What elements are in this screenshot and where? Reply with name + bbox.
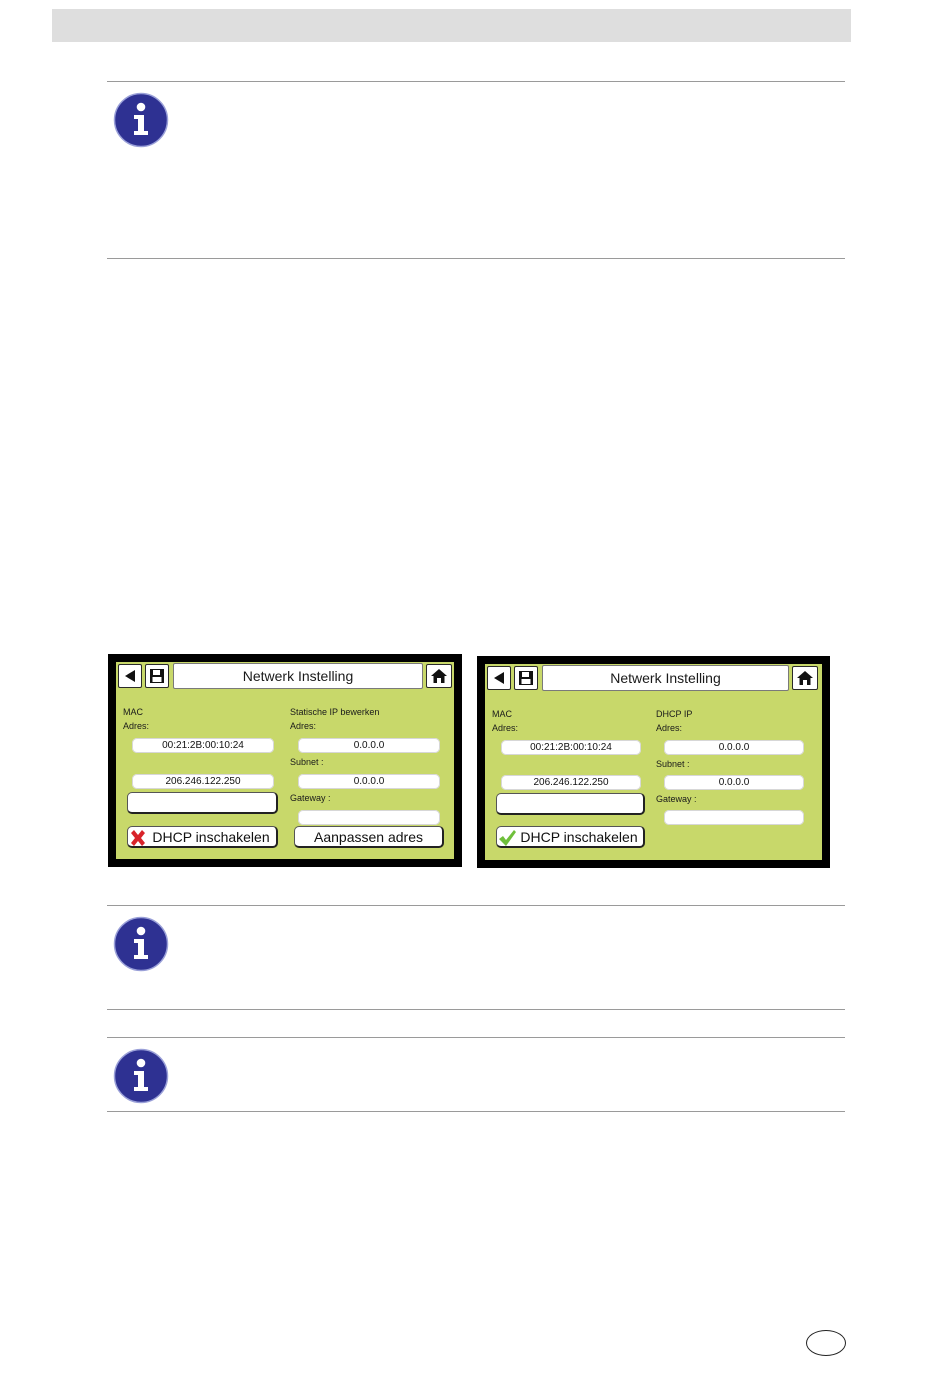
gateway-field[interactable] [298,810,440,825]
adres-label: Adres: [290,721,317,731]
adres-field: 0.0.0.0 [664,740,804,755]
screen-panel [485,664,822,860]
ip-address-value: 206.246.122.250 [501,775,641,790]
adjust-address-button[interactable]: Aanpassen adres [294,826,444,848]
save-button[interactable] [145,664,169,688]
subnet-field[interactable]: 0.0.0.0 [298,774,440,789]
dhcp-ip-label: DHCP IP [656,709,693,719]
info-icon [113,92,169,148]
home-button[interactable] [426,664,452,688]
mac-label: MAC [123,707,143,717]
screen-dhcp-ip [477,656,830,868]
screen-panel [116,662,454,859]
screen-title: Netwerk Instelling [542,665,789,691]
back-button[interactable] [487,666,511,690]
floppy-disk-icon [518,670,534,686]
subnet-field: 0.0.0.0 [664,775,804,790]
dhcp-enable-button[interactable] [496,826,645,848]
mac-address-value: 00:21:2B:00:10:24 [501,740,641,755]
back-arrow-icon [492,671,506,685]
back-button[interactable] [118,664,142,688]
back-arrow-icon [123,669,137,683]
screen-title: Netwerk Instelling [173,663,423,689]
dhcp-button-label: DHCP inschakelen [520,828,638,845]
info-icon [113,916,169,972]
ip-address-value: 206.246.122.250 [132,774,274,789]
static-ip-label: Statische IP bewerken [290,707,380,717]
screen-topbar [116,662,454,692]
gateway-label: Gateway : [290,793,331,803]
page-marker-oval [806,1330,846,1356]
mac-adres-label: Adres: [123,721,150,731]
adres-field[interactable]: 0.0.0.0 [298,738,440,753]
floppy-disk-icon [149,668,165,684]
info-note-2 [107,905,845,1010]
dhcp-button-label: DHCP inschakelen [152,828,270,845]
screen-static-ip [108,654,462,867]
home-icon [796,670,814,686]
info-note-1 [107,81,845,259]
mac-address-value: 00:21:2B:00:10:24 [132,738,274,753]
adres-label: Adres: [656,723,683,733]
info-note-3 [107,1037,845,1112]
gateway-field [664,810,804,825]
gateway-label: Gateway : [656,794,697,804]
home-icon [430,668,448,684]
home-button[interactable] [792,666,818,690]
red-x-icon [128,828,148,848]
save-button[interactable] [514,666,538,690]
mac-adres-label: Adres: [492,723,519,733]
page-header-bar [52,9,851,42]
subnet-label: Subnet : [290,757,324,767]
info-icon [113,1048,169,1104]
subnet-label: Subnet : [656,759,690,769]
blank-button[interactable] [127,792,278,814]
green-check-icon [497,828,517,848]
blank-button[interactable] [496,793,645,815]
mac-label: MAC [492,709,512,719]
dhcp-enable-button[interactable] [127,826,278,848]
screen-topbar [485,664,822,694]
